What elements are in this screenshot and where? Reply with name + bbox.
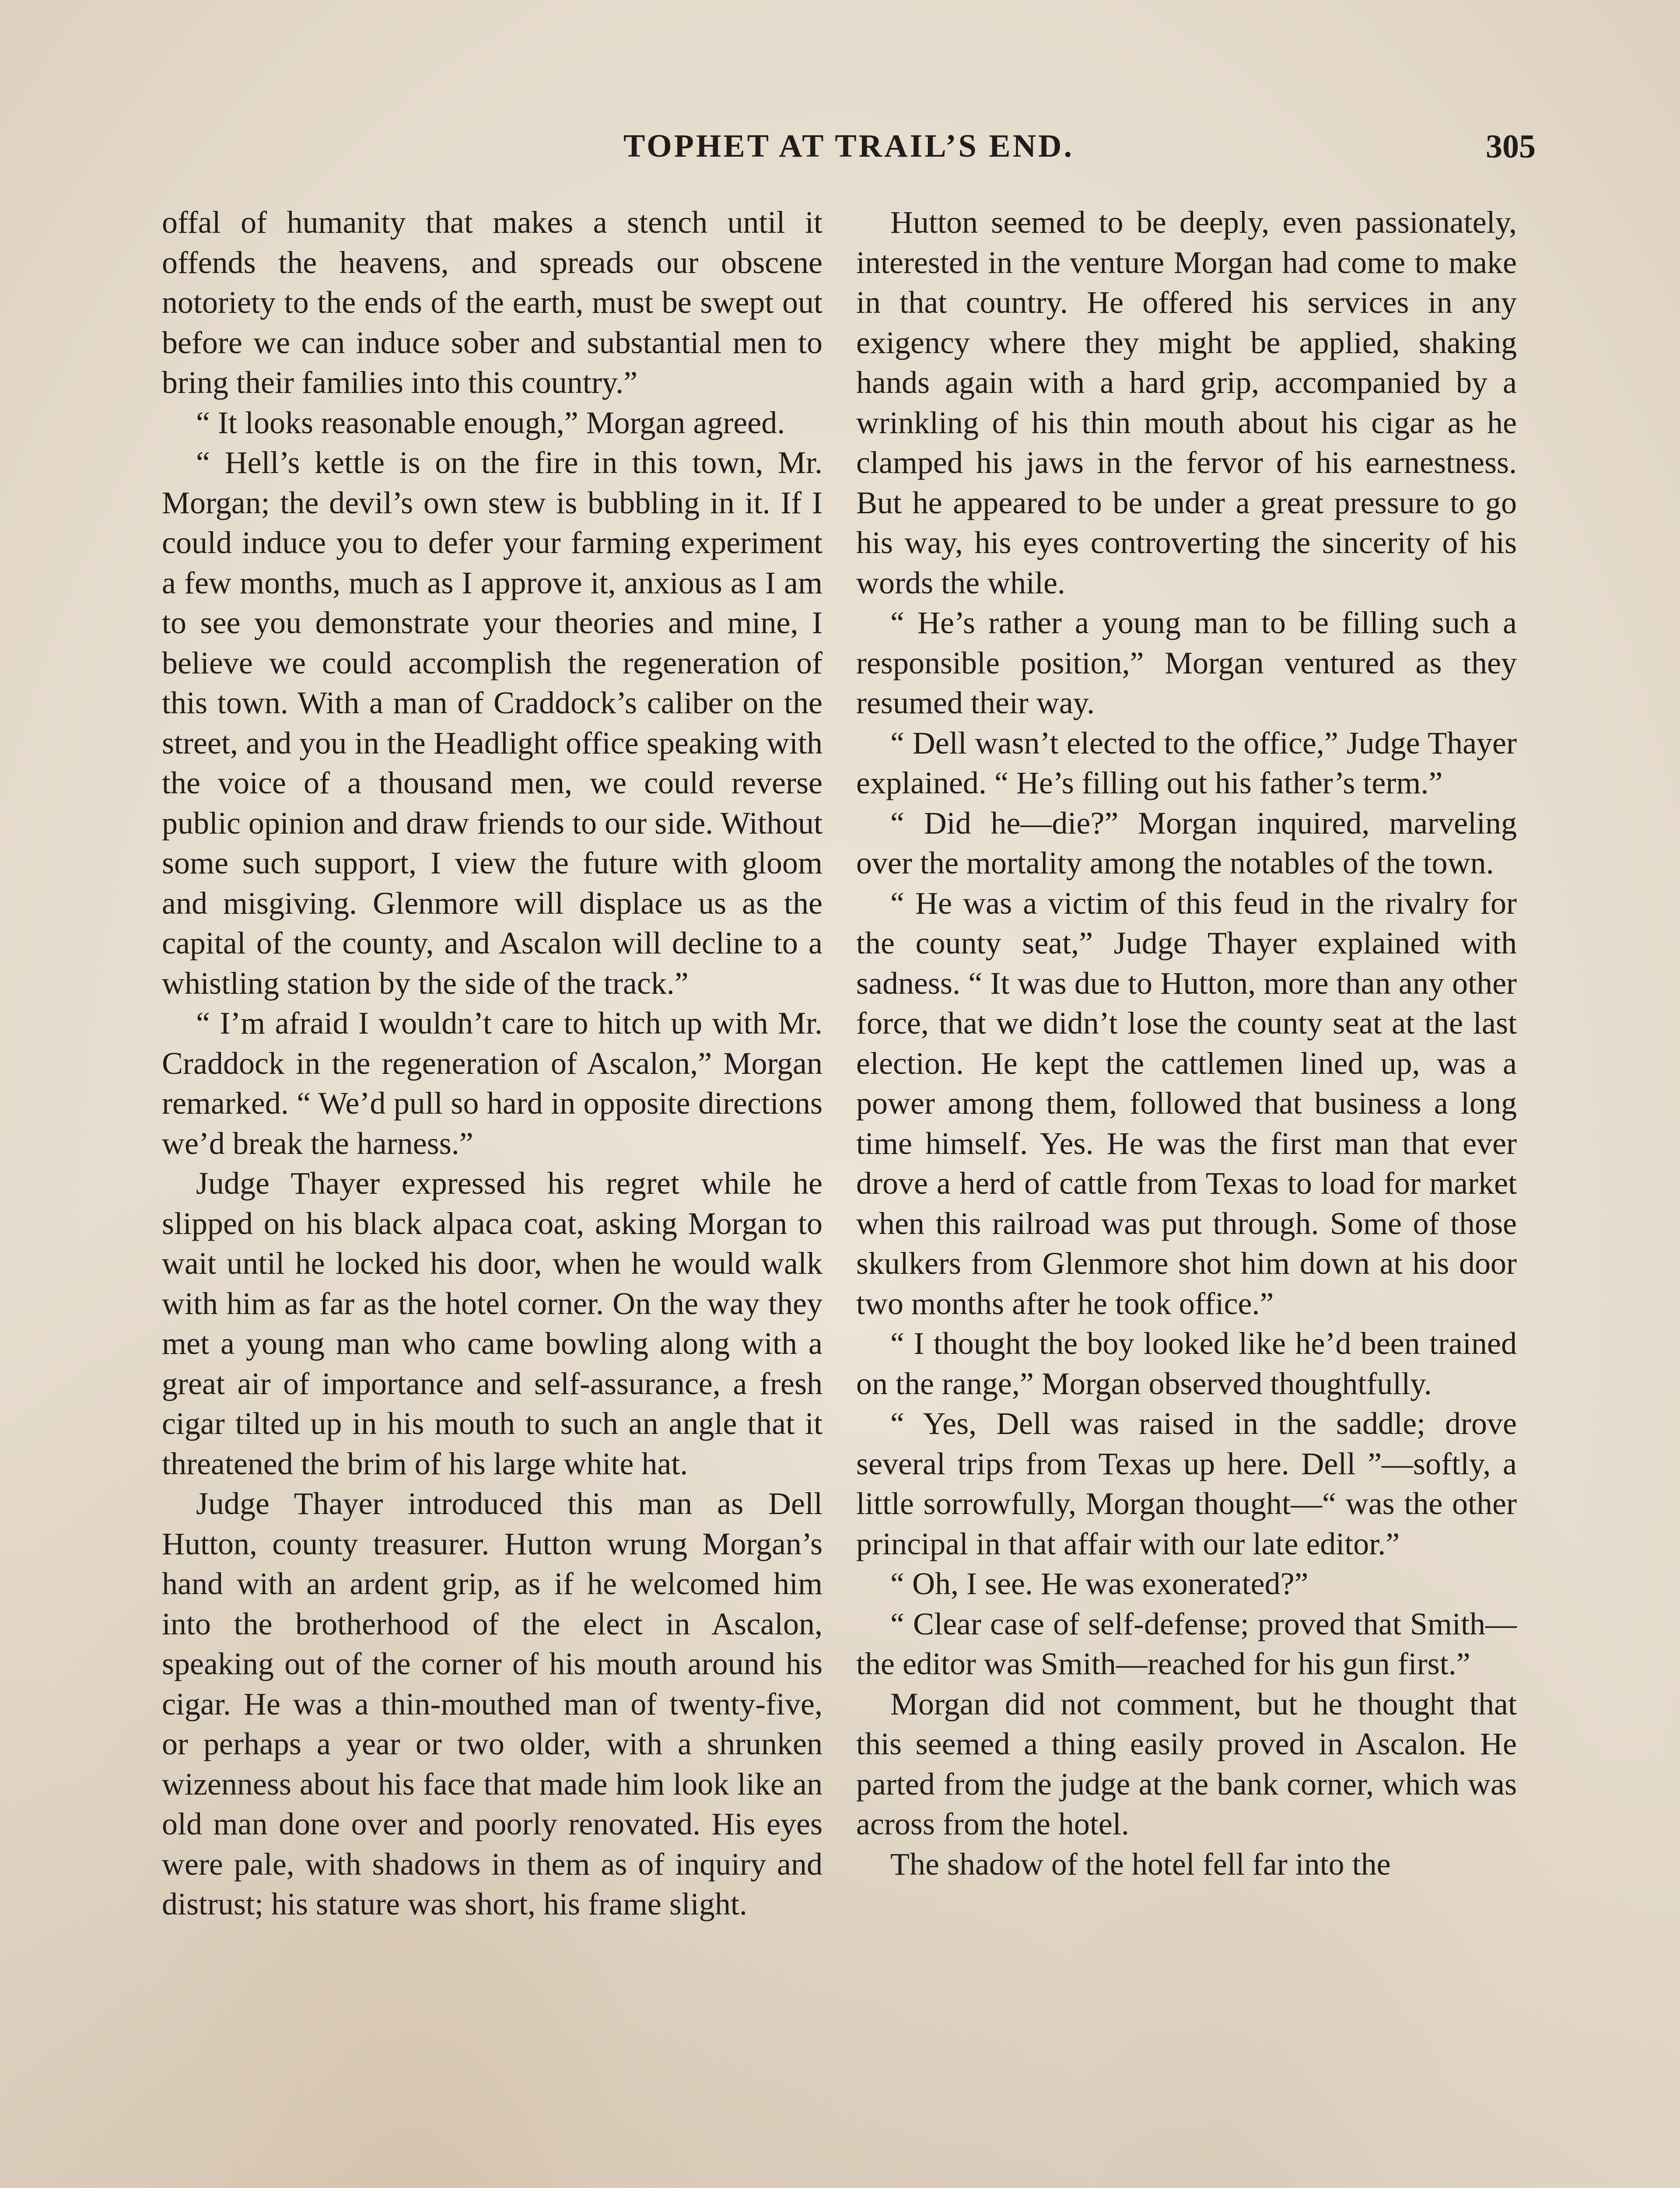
page-header <box>162 128 1536 172</box>
paragraph: “ I’m afraid I wouldn’t care to hitch up with Mr. Craddock in the regeneration of Ascalon,” Morgan remarked. “ We’d pull so hard in opposite directions we’d break the harness.” <box>162 1006 822 1161</box>
paragraph: “ He was a victim of this feud in the rivalry for the county seat,” Judge Thayer explained with sadness. “ It was due to Hutton, more than any other force, that we didn’t lose the county seat at the last election. He kept the cattlemen lined up, was a power among them, followed that business a long time himself. Yes. He was the first man that ever drove a herd of cattle from Texas to load for market when this railroad was put through. Some of those skulkers from Glenmore shot him down at his door two months after he took office.” <box>856 885 1517 1321</box>
paragraph: “ Did he—die?” Morgan inquired, marveling over the mortality among the notables of the town. <box>856 805 1517 880</box>
running-title: TOPHET AT TRAIL’S END. <box>623 128 1074 164</box>
paragraph: “ Hell’s kettle is on the fire in this town, Mr. Morgan; the devil’s own stew is bubbling in it. If I could induce you to defer your farming experiment a few months, much as I approve it, anxious as I am to see you demonstrate your theories and mine, I believe we could accomplish the regeneration of this town. With a man of Craddock’s caliber on the street, and you in the Headlight office speaking with the voice of a thousand men, we could reverse public opinion and draw friends to our side. Without some such support, I view the future with gloom and misgiving. Glenmore will displace us as the capital of the county, and Ascalon will decline to a whistling station by the side of the track.” <box>162 445 822 1001</box>
paragraph: Morgan did not comment, but he thought that this seemed a thing easily proved in Ascalon. He parted from the judge at the bank corner, which was across from the hotel. <box>856 1686 1517 1841</box>
paragraph: “ Oh, I see. He was exonerated?” <box>890 1566 1309 1601</box>
paragraph: Hutton seemed to be deeply, even passionately, interested in the venture Morgan had come to make in that country. He offered his services in any exigency where they might be applied, shaking hands again with a hard grip, accompanied by a wrinkling of his thin mouth about his cigar as he clamped his jaws in the fervor of his earnestness. But he appeared to be under a great pressure to go his way, his eyes controverting the sincerity of his words the while. <box>856 205 1517 600</box>
paragraph: “ Dell wasn’t elected to the office,” Judge Thayer explained. “ He’s filling out his father’s term.” <box>856 725 1517 800</box>
paragraph: The shadow of the hotel fell far into the <box>890 1846 1391 1882</box>
paragraph: “ Clear case of self-defense; proved that Smith—the editor was Smith—reached for his gun first.” <box>856 1606 1517 1681</box>
paragraph: Judge Thayer introduced this man as Dell Hutton, county treasurer. Hutton wrung Morgan’s hand with an ardent grip, as if he welcomed him into the brotherhood of the elect in Ascalon, speaking out of the corner of his mouth around his cigar. He was a thin-mouthed man of twenty-five, or perhaps a year or two older, with a shrunken wizenness about his face that made him look like an old man done over and poorly renovated. His eyes were pale, with shadows in them as of inquiry and distrust; his stature was short, his frame slight. <box>162 1486 822 1922</box>
paragraph: “ I thought the boy looked like he’d been trained on the range,” Morgan observed thoughtfully. <box>856 1326 1517 1401</box>
left-column <box>162 203 822 1925</box>
paragraph: “ Yes, Dell was raised in the saddle; drove several trips from Texas up here. Dell ”—softly, a little sorrowfully, Morgan thought—“ was the other principal in that affair with our late editor.” <box>856 1406 1517 1561</box>
paragraph: “ It looks reasonable enough,” Morgan agreed. <box>196 405 785 440</box>
right-column <box>856 203 1517 1884</box>
paragraph: Judge Thayer expressed his regret while he slipped on his black alpaca coat, asking Morgan to wait until he locked his door, when he would walk with him as far as the hotel corner. On the way they met a young man who came bowling along with a great air of importance and self-assurance, a fresh cigar tilted up in his mouth to such an angle that it threatened the brim of his large white hat. <box>162 1166 822 1481</box>
paragraph: “ He’s rather a young man to be filling such a responsible position,” Morgan ventured as they resumed their way. <box>856 605 1517 720</box>
page-number: 305 <box>1486 128 1536 165</box>
paragraph: offal of humanity that makes a stench until it offends the heavens, and spreads our obscene notoriety to the ends of the earth, must be swept out before we can induce sober and substantial men to bring their families into this country.” <box>162 205 822 400</box>
